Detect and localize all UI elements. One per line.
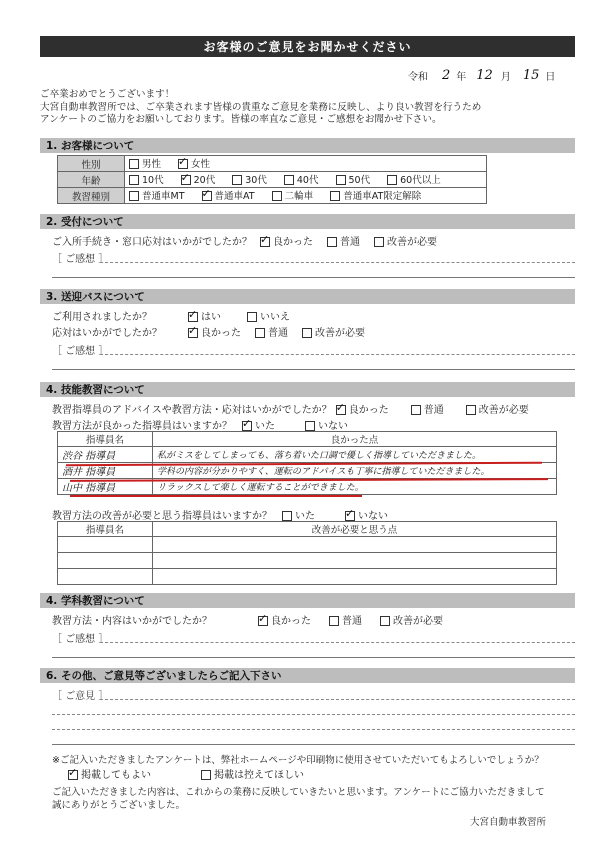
- checkbox-50s[interactable]: [336, 172, 371, 186]
- bad-instructor-question: 教習方法の改善が必要と思う指導員はいますか？: [52, 511, 272, 522]
- bus-usage-question: ご利用されましたか？: [52, 312, 152, 323]
- improvement-point-cell[interactable]: [153, 537, 557, 553]
- checkbox-icon: [247, 312, 257, 322]
- table-row: [58, 569, 557, 585]
- comment-label: ご感想: [65, 254, 96, 265]
- checkbox-checked-icon: [181, 175, 191, 185]
- page-title-bar: [40, 36, 575, 57]
- checkbox-checked-icon: [336, 405, 346, 415]
- red-underline-mark: [70, 495, 362, 497]
- table-row: [58, 156, 487, 172]
- checkbox-checked-icon: [202, 191, 212, 201]
- option-label: 普通車AT限定解除: [343, 191, 422, 202]
- section-title: 2. 受付について: [46, 216, 124, 228]
- option-label: 良かった: [273, 237, 313, 248]
- checkbox-checked-icon: [260, 237, 270, 247]
- checkbox-icon: [387, 175, 397, 185]
- gender-options: [125, 156, 487, 172]
- age-label: 年齢: [58, 172, 125, 188]
- checkbox-publish-ok[interactable]: [68, 766, 151, 781]
- checkbox-classroom-improve[interactable]: [380, 612, 443, 627]
- checkbox-icon: [329, 616, 339, 626]
- bad-instructor-row: [52, 507, 402, 522]
- year-unit: 年: [456, 72, 467, 83]
- option-label: 女性: [191, 159, 211, 170]
- instructor-name-cell[interactable]: [58, 569, 153, 585]
- option-label: 普通: [268, 328, 288, 339]
- checkbox-reception-improve[interactable]: [374, 233, 437, 248]
- improvement-point-cell[interactable]: [153, 553, 557, 569]
- good-instructor-row: [52, 417, 362, 432]
- option-label: いた: [295, 511, 315, 522]
- checkbox-icon: [282, 511, 292, 521]
- footer-message: [52, 786, 545, 812]
- checkbox-reception-normal[interactable]: [327, 233, 360, 248]
- good-instructor-question: 教習方法が良かった指導員はいますか？: [52, 421, 232, 432]
- driving-advice-row: [52, 401, 543, 416]
- option-label: はい: [201, 312, 221, 323]
- instructor-good-point[interactable]: リラックスして楽しく運転することができました。: [153, 479, 557, 495]
- other-comment-label: ［ ご意見 ］: [52, 691, 109, 702]
- bus-comment-line[interactable]: [100, 354, 575, 355]
- instructor-name[interactable]: 渋谷 指導員: [58, 447, 153, 463]
- checkbox-good-instructor-no[interactable]: [305, 417, 348, 432]
- checkbox-classroom-good[interactable]: [258, 612, 311, 627]
- table-row: [58, 447, 557, 463]
- option-label: 改善が必要: [387, 237, 437, 248]
- option-label: 男性: [142, 159, 162, 170]
- checkbox-mt[interactable]: [129, 188, 185, 202]
- option-label: 50代: [348, 175, 371, 186]
- checkbox-icon: [374, 237, 384, 247]
- checkbox-male[interactable]: [129, 156, 161, 170]
- checkbox-bus-improve[interactable]: [302, 324, 365, 339]
- checkbox-driving-good[interactable]: [336, 401, 389, 416]
- instructor-name[interactable]: 酒井 指導員: [58, 463, 153, 479]
- gender-label: 性別: [58, 156, 125, 172]
- bus-comment-line[interactable]: [52, 369, 575, 370]
- checkbox-checked-icon: [178, 159, 188, 169]
- option-label: 40代: [296, 175, 319, 186]
- course-options: [125, 188, 487, 204]
- intro-line: アンケートのご協力をお願いしております。皆様の率直なご意見・ご感想をお聞かせ下さい。: [40, 114, 442, 125]
- reception-question: ご入所手続き・窓口応対はいかがでしたか？: [52, 237, 252, 248]
- checkbox-publish-decline[interactable]: [201, 766, 304, 781]
- classroom-comment-label: ［ ご感想 ］: [52, 634, 109, 645]
- option-label: 普通: [340, 237, 360, 248]
- bus-service-row: [52, 324, 379, 339]
- classroom-comment-line[interactable]: [100, 642, 575, 643]
- option-label: 10代: [142, 175, 164, 186]
- bus-service-question: 応対はいかがでしたか？: [52, 328, 162, 339]
- checkbox-icon: [129, 175, 139, 185]
- checkbox-icon: [272, 191, 282, 201]
- option-label: 20代: [193, 175, 216, 186]
- checkbox-icon: [411, 405, 421, 415]
- section-header-driving: [40, 382, 575, 397]
- checkbox-20s[interactable]: [181, 172, 216, 186]
- reception-comment-line[interactable]: [100, 262, 575, 263]
- bad-instructor-table: [57, 521, 557, 585]
- checkbox-10s[interactable]: [129, 172, 164, 186]
- other-comment-line[interactable]: [52, 729, 575, 730]
- company-name: 大宮自動車教習所: [470, 817, 547, 828]
- checkbox-60s[interactable]: [387, 172, 441, 186]
- table-row: [58, 172, 487, 188]
- checkbox-at-release[interactable]: [330, 188, 421, 202]
- instructor-name-cell[interactable]: [58, 537, 153, 553]
- checkbox-female[interactable]: [178, 156, 210, 170]
- instructor-name[interactable]: 山中 指導員: [58, 479, 153, 495]
- intro-line: 大宮自動車教習所では、ご卒業されます皆様の貴重なご意見を業務に反映し、より良い教習を行うため: [40, 101, 482, 113]
- driving-advice-question: 教習指導員のアドバイスや教習方法・応対はいかがでしたか？: [52, 405, 332, 416]
- improvement-point-cell[interactable]: [153, 569, 557, 585]
- checkbox-bus-yes[interactable]: [188, 308, 221, 323]
- checkbox-icon: [330, 191, 340, 201]
- section-header-classroom: [40, 593, 575, 608]
- table-row: [58, 537, 557, 553]
- option-label: いた: [255, 421, 275, 432]
- intro-text: [40, 89, 580, 127]
- footer-line: 誠にありがとうございました。: [52, 800, 186, 811]
- checkbox-icon: [327, 237, 337, 247]
- comment-label: ご意見: [65, 691, 96, 702]
- option-label: 60代以上: [400, 175, 441, 186]
- section-title: 3. 送迎バスについて: [46, 291, 145, 303]
- option-label: 改善が必要: [478, 405, 529, 416]
- intro-line: ご卒業おめでとうございます！: [40, 89, 175, 100]
- day-unit: 日: [545, 72, 556, 83]
- instructor-good-point[interactable]: 学科の内容が分かりやすく、運転のアドバイスも丁寧に指導していただきました。: [153, 463, 557, 479]
- checkbox-checked-icon: [242, 421, 252, 431]
- page-title: お客様のご意見をお聞かせください: [203, 40, 412, 54]
- section-title: 1. お客様について: [46, 140, 135, 152]
- checkbox-bad-instructor-yes[interactable]: [282, 507, 315, 522]
- option-label: いない: [358, 511, 388, 522]
- bus-usage-row: [52, 308, 304, 323]
- column-header-point: 改善が必要と思う点: [153, 522, 557, 537]
- section-title: 4. 学科教習について: [46, 595, 145, 607]
- checkbox-icon: [201, 770, 211, 780]
- option-label: 改善が必要: [393, 616, 443, 627]
- classroom-comment-line[interactable]: [52, 657, 575, 658]
- other-comment-line[interactable]: [52, 714, 575, 715]
- classroom-question-row: [52, 612, 457, 627]
- comment-label: ご感想: [65, 346, 96, 357]
- checkbox-checked-icon: [188, 312, 198, 322]
- date-era: 令和: [408, 72, 428, 83]
- section-title: 4. 技能教習について: [46, 384, 145, 396]
- checkbox-motorcycle[interactable]: [272, 188, 314, 202]
- month-unit: 月: [500, 72, 511, 83]
- checkbox-30s[interactable]: [232, 172, 267, 186]
- checkbox-reception-good[interactable]: [260, 233, 313, 248]
- option-label: 良かった: [271, 616, 311, 627]
- checkbox-icon: [302, 328, 312, 338]
- classroom-question: 教習方法・内容はいかがでしたか？: [52, 616, 212, 627]
- checkbox-checked-icon: [258, 616, 268, 626]
- table-row: [58, 188, 487, 204]
- checkbox-icon: [336, 175, 346, 185]
- checkbox-icon: [284, 175, 294, 185]
- consent-question: ※ご記入いただきましたアンケートは、弊社ホームページや印刷物に使用させていただいてもよろしいでしょうか？: [52, 755, 544, 766]
- checkbox-icon: [129, 191, 139, 201]
- comment-label: ご感想: [65, 634, 96, 645]
- checkbox-checked-icon: [345, 511, 355, 521]
- date-month[interactable]: 12: [476, 68, 493, 83]
- checkbox-icon: [466, 405, 476, 415]
- option-label: 改善が必要: [315, 328, 365, 339]
- option-label: 掲載は控えてほしい: [214, 770, 304, 781]
- reception-question-row: [52, 233, 451, 248]
- bus-comment-label: ［ ご感想 ］: [52, 346, 109, 357]
- option-label: 普通車MT: [142, 191, 185, 202]
- option-label: 二輪車: [284, 191, 314, 202]
- column-header-point: 良かった点: [153, 432, 557, 447]
- reception-comment-line[interactable]: [52, 277, 575, 278]
- consent-options: [68, 766, 318, 781]
- option-label: 掲載してもよい: [81, 770, 151, 781]
- option-label: 普通: [342, 616, 362, 627]
- section-header-other: [40, 668, 575, 683]
- checkbox-bad-instructor-no[interactable]: [345, 507, 388, 522]
- checkbox-bus-good[interactable]: [188, 324, 241, 339]
- checkbox-icon: [255, 328, 265, 338]
- instructor-name-cell[interactable]: [58, 553, 153, 569]
- option-label: 良かった: [348, 405, 389, 416]
- column-header-name: 指導員名: [58, 522, 153, 537]
- date-field: [408, 68, 555, 83]
- checkbox-classroom-normal[interactable]: [329, 612, 362, 627]
- table-header-row: [58, 522, 557, 537]
- section-header-bus: [40, 289, 575, 304]
- table-row: [58, 553, 557, 569]
- checkbox-icon: [232, 175, 242, 185]
- customer-table: [57, 155, 487, 204]
- other-comment-line[interactable]: [100, 699, 575, 700]
- checkbox-checked-icon: [188, 328, 198, 338]
- checkbox-good-instructor-yes[interactable]: [242, 417, 275, 432]
- section-header-customer: [40, 138, 575, 153]
- course-label: 教習種別: [58, 188, 125, 204]
- checkbox-driving-improve[interactable]: [466, 401, 529, 416]
- table-header-row: [58, 432, 557, 447]
- footer-line: ご記入いただきました内容は、これからの業務に反映していきたいと思います。アンケートにご協力いただきまして: [52, 787, 545, 798]
- other-comment-line[interactable]: [52, 744, 575, 745]
- column-header-name: 指導員名: [58, 432, 153, 447]
- option-label: 普通車AT: [214, 191, 255, 202]
- checkbox-icon: [305, 421, 315, 431]
- option-label: 良かった: [201, 328, 241, 339]
- date-year[interactable]: 2: [442, 68, 451, 83]
- checkbox-at[interactable]: [202, 188, 255, 202]
- section-header-reception: [40, 214, 575, 229]
- option-label: いいえ: [260, 312, 290, 323]
- option-label: 30代: [245, 175, 267, 186]
- checkbox-icon: [380, 616, 390, 626]
- section-title: 6. その他、ご意見等ございましたらご記入下さい: [46, 670, 282, 682]
- checkbox-icon: [129, 159, 139, 169]
- date-day[interactable]: 15: [522, 68, 540, 83]
- checkbox-bus-normal[interactable]: [255, 324, 288, 339]
- checkbox-checked-icon: [68, 770, 78, 780]
- instructor-good-point[interactable]: 私がミスをしてしまっても、落ち着いた口調で優しく指導していただきました。: [153, 447, 557, 463]
- age-options: [125, 172, 487, 188]
- option-label: 普通: [423, 405, 444, 416]
- checkbox-40s[interactable]: [284, 172, 319, 186]
- checkbox-bus-no[interactable]: [247, 308, 290, 323]
- checkbox-driving-normal[interactable]: [411, 401, 444, 416]
- reception-comment-label: ［ ご感想 ］: [52, 254, 109, 265]
- option-label: いない: [318, 421, 348, 432]
